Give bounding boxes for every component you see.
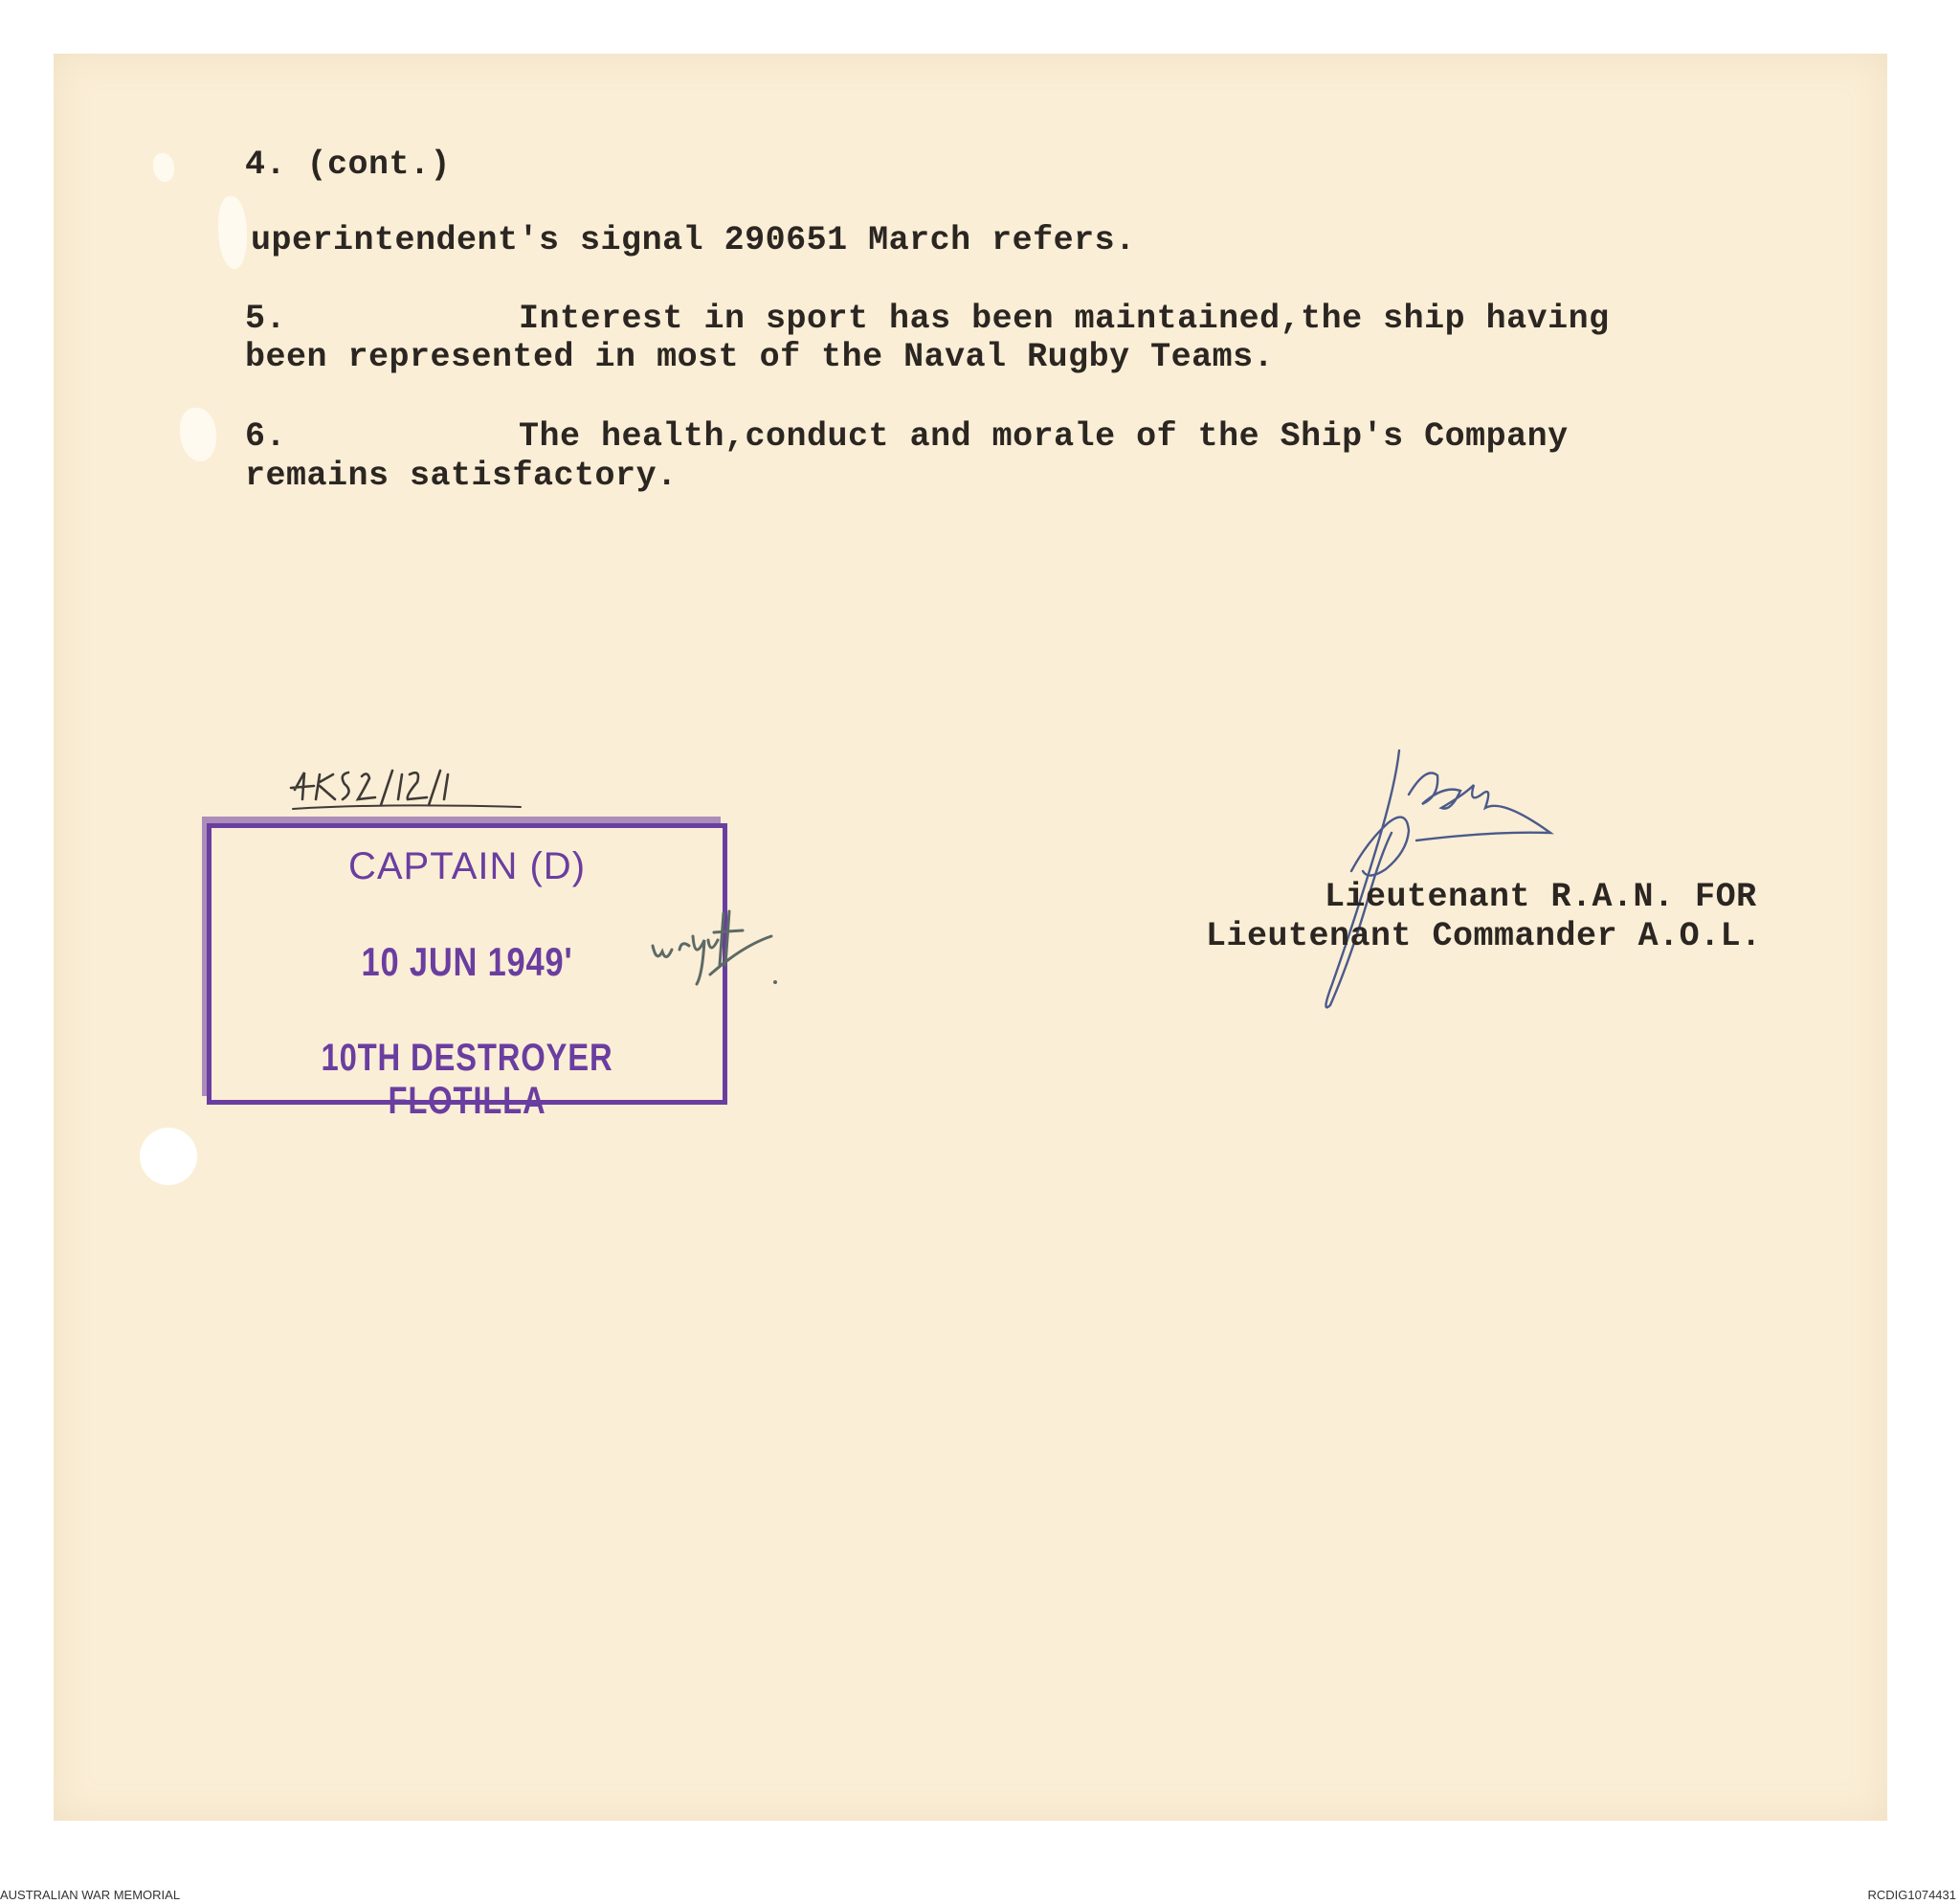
para4-heading: 4. (cont.) xyxy=(245,146,452,184)
torn-mark-upper xyxy=(153,153,174,182)
para6-line2: remains satisfactory. xyxy=(245,457,678,495)
punch-hole xyxy=(140,1128,197,1185)
initials-handwriting xyxy=(647,907,791,1003)
para6-number: 6. xyxy=(245,417,287,456)
stamp-line-date: 10 JUN 1949' xyxy=(361,939,573,984)
stamp-line-flotilla: 10TH DESTROYER FLOTILLA xyxy=(321,1037,613,1122)
para5-line1: Interest in sport has been maintained,the ship having xyxy=(519,300,1610,338)
signature-line2: Lieutenant Commander A.O.L. xyxy=(1206,917,1762,955)
footer-right: RCDIG1074431 xyxy=(1867,1888,1956,1902)
para5-number: 5. xyxy=(245,300,287,338)
signature-line1: Lieutenant R.A.N. FOR xyxy=(1325,878,1757,916)
file-reference-handwriting xyxy=(287,761,536,818)
para5-line2: been represented in most of the Naval Rugby Teams. xyxy=(245,338,1275,376)
footer-left: AUSTRALIAN WAR MEMORIAL xyxy=(0,1888,181,1902)
stamp-line-captain: CAPTAIN (D) xyxy=(347,845,587,887)
para4-text: uperintendent's signal 290651 March refers. xyxy=(251,221,1136,259)
para6-line1: The health,conduct and morale of the Ship's Company xyxy=(519,417,1569,456)
